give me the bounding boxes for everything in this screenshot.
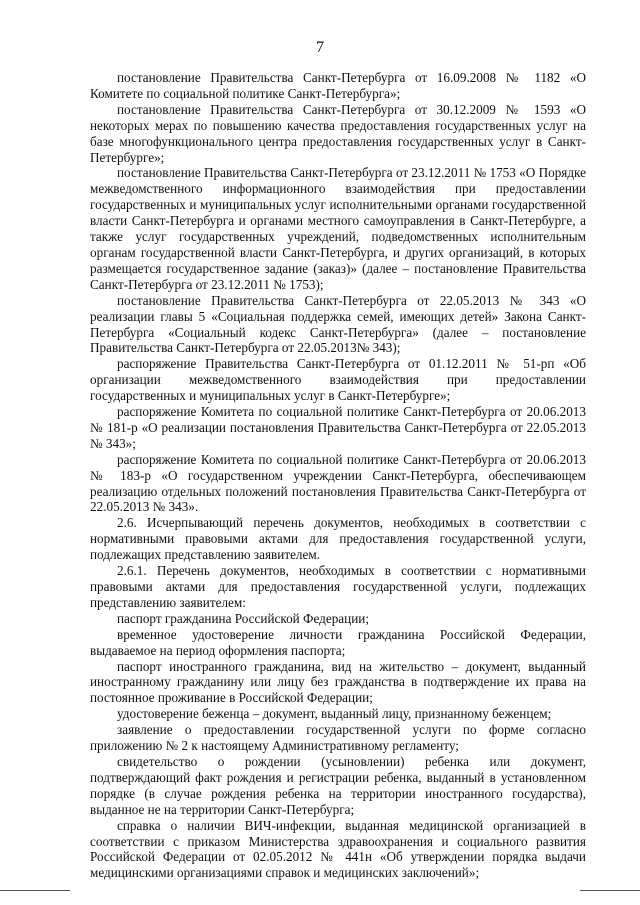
paragraph-7: распоряжение Комитета по социальной политике Санкт-Петербурга от 20.06.2013 № 183-р «О государственном учреждении Санкт-Петербурга, обеспечивающем реализацию отдельных положений постановления Правительства Санкт-Петербурга от 22.05.2013 № 343». bbox=[90, 451, 586, 515]
paragraph-5: распоряжение Правительства Санкт-Петербурга от 01.12.2011 № 51-рп «Об организации межведомственного взаимодействия при предоставлении государственных и муниципальных услуг в Санкт-Петербурге»; bbox=[90, 356, 586, 404]
paragraph-1: постановление Правительства Санкт-Петербурга от 16.09.2008 № 1182 «О Комитете по социальной политике Санкт-Петербурга»; bbox=[90, 70, 586, 101]
section-2-6-1: 2.6.1. Перечень документов, необходимых в соответствии с нормативными правовыми актами для предоставления государственной услуги, подлежащих представлению заявителем: bbox=[90, 563, 586, 610]
list-item-passport: паспорт гражданина Российской Федерации; bbox=[117, 610, 369, 626]
list-item-refugee-id: удостоверение беженца – документ, выданный лицу, признанному беженцем; bbox=[117, 706, 552, 722]
list-item-application: заявление о предоставлении государственной услуги по форме согласно приложению № 2 к настоящему Административному регламенту; bbox=[90, 722, 586, 754]
paragraph-4: постановление Правительства Санкт-Петербурга от 22.05.2013 № 343 «О реализации главы 5 «Социальная поддержка семей, имеющих детей» Закона Санкт-Петербурга «Социальный кодекс Санкт-Петербурга» (далее – постановление Правительства Санкт-Петербурга от 22.05.2013№ 343); bbox=[90, 292, 586, 356]
list-item-temporary-id: временное удостоверение личности гражданина Российской Федерации, выдаваемое на период оформления паспорта; bbox=[90, 626, 586, 658]
paragraph-3: постановление Правительства Санкт-Петербурга от 23.12.2011 № 1753 «О Порядке межведомственного информационного взаимодействия при предоставлении государственных и муниципальных услуг исполнительными органами государственной власти Санкт-Петербурга и органами местного самоуправления в Санкт-Петербурге, а также услуг государственных учреждений, подведомственных исполнительным органам государственной власти Санкт-Петербурга, и других организаций, в которых размещается государственное задание (заказ)» (далее – постановление Правительства Санкт-Петербурга от 23.12.2011 № 1753); bbox=[90, 165, 586, 292]
paragraph-6: распоряжение Комитета по социальной политике Санкт-Петербурга от 20.06.2013 № 181-р «О реализации постановления Правительства Санкт-Петербурга от 22.05.2013 № 343»; bbox=[90, 404, 586, 451]
paragraph-2: постановление Правительства Санкт-Петербурга от 30.12.2009 № 1593 «О некоторых мерах по повышению качества предоставления государственных услуг на базе многофункционального центра предоставления государственных услуг в Санкт-Петербурге»; bbox=[90, 101, 586, 165]
list-item-birth-certificate: свидетельство о рождении (усыновлении) ребенка или документ, подтверждающий факт рождения и регистрации ребенка, выданный в установленном порядке (в случае рождения ребенка на территории иностранного государства), выданное не на территории Санкт-Петербурга; bbox=[90, 753, 586, 817]
page-number: 7 bbox=[316, 39, 324, 56]
bottom-right-rule bbox=[580, 890, 640, 891]
list-item-hiv-certificate: справка о наличии ВИЧ-инфекции, выданная медицинской организацией в соответствии с приказом Министерства здравоохранения и социального развития Российской Федерации от 02.05.2012 № 441н «Об утверждении порядка выдачи медицинскими организациями справок и медицинских заключений»; bbox=[90, 817, 586, 881]
document-body bbox=[90, 70, 586, 881]
section-2-6: 2.6. Исчерпывающий перечень документов, необходимых в соответствии с нормативными правовыми актами для предоставления государственной услуги, подлежащих представлению заявителем. bbox=[90, 515, 586, 563]
list-item-foreign-passport: паспорт иностранного гражданина, вид на жительство – документ, выданный иностранному гражданину или лицу без гражданства в подтверждение их права на постоянное проживание в Российской Федерации; bbox=[90, 658, 586, 706]
bottom-left-rule bbox=[0, 890, 70, 891]
